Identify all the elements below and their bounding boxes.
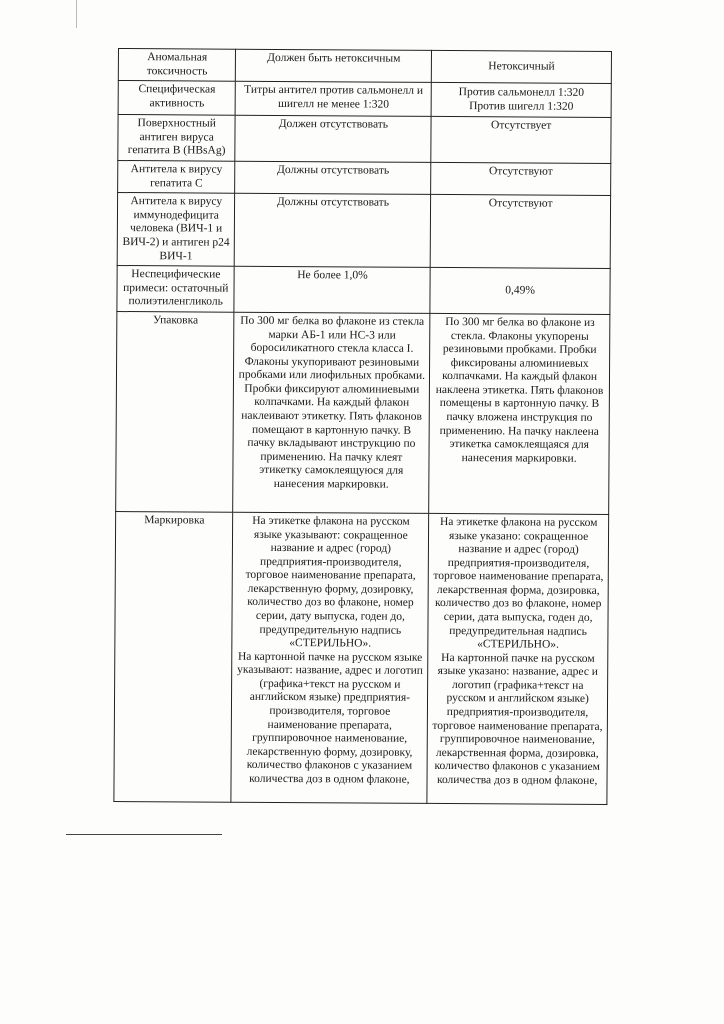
requirement-text: Не более 1,0%: [234, 266, 430, 313]
indicator-name: Аномальная токсичность: [118, 49, 236, 82]
result-line: Против шигелл 1:320: [469, 99, 574, 113]
indicator-name: Упаковка: [116, 312, 235, 513]
indicator-name: Маркировка: [114, 512, 233, 803]
result-text: Нетоксичный: [432, 50, 612, 83]
result-paragraph: На этикетке флакона на русском языке указано: сокращенное название и адрес (город) предприятия-производителя, торговое наименование препарата, лекарственная форма, дозировка, количество доз во флаконе, номер серии, дата выпуска, годен до, предупредительная надпись «СТЕРИЛЬНО».: [433, 516, 604, 651]
requirement-text: [231, 512, 429, 803]
requirement-paragraph: На картонной пачке на русском языке указывают: название, адрес и логотип (графика+текст на русском и английском языке) предприятия-производителя, торговое наименование препарата, группировочное наименование, лекарственную форму, дозировку, количество флаконов с указанием количества доз в одном флаконе,: [237, 650, 423, 786]
result-text: По 300 мг белка во флаконе из стекла. Флаконы укупорены резиновыми пробками. Пробки фиксированы алюминиевых колпачками. На каждый флакон наклеена этикетка. Пять флаконов помещены в картонную пачку. В пачку вложена инструкция по применению. На пачку наклеена этикетка самоклеящаяся для нанесения маркировки.: [429, 313, 610, 514]
result-text: [427, 513, 609, 804]
indicator-name: Специфическая активность: [118, 81, 236, 116]
table-row: [117, 193, 610, 269]
result-text: 0,49%: [430, 267, 610, 314]
result-paragraph: На картонной пачке на русском языке указано: название, адрес и логотип (графика+текст на русском и английском языке) предприятия-производителя, торговое наименование препарата, группировочное наименование, лекарственная форма, дозировка, количество флаконов с указанием количества доз в одном флаконе,: [432, 651, 603, 787]
requirement-text: Должен быть нетоксичным: [236, 49, 432, 82]
indicator-name: Антитела к вирусу иммунодефицита человека (ВИЧ-1 и ВИЧ-2) и антиген р24 ВИЧ-1: [117, 193, 235, 267]
table-row: [114, 512, 609, 805]
table-row: [118, 49, 611, 84]
requirement-text: По 300 мг белка во флаконе из стекла марки АБ-1 или НС-3 или боросиликатного стекла класса I. Флаконы укупоривают резиновыми пробками или лиофильных пробками. Пробки фиксируют алюминиевыми колпачками. На каждый флакон наклеивают этикетку. Пять флаконов помещают в картонную пачку. В пачку вкладывают инструкцию по применению. На пачку клеят этикетку самоклеящуюся для нанесения маркировки.: [233, 312, 430, 513]
requirement-text: Должны отсутствовать: [235, 193, 431, 267]
requirement-text: Титры антител против сальмонелл и шигелл не менее 1:320: [236, 81, 432, 116]
requirement-text: Должен отсутствовать: [235, 115, 431, 162]
indicator-name: Поверхностный антиген вируса гепатита В (HBsAg): [118, 115, 236, 162]
footnote-separator: [66, 834, 222, 835]
table-row: [116, 312, 610, 515]
table-row: [118, 161, 611, 196]
requirement-paragraph: На этикетке флакона на русском языке указывают: сокращенное название и адрес (город) предприятия-производителя, торговое наименование препарата, лекарственную форму, дозировку, количество доз во флаконе, номер серии, дату выпуска, годен до, предупредительную надпись «СТЕРИЛЬНО».: [245, 514, 416, 650]
table-row: [117, 266, 610, 315]
specification-table: [113, 48, 612, 805]
requirement-text: Должны отсутствовать: [235, 161, 431, 194]
result-text: [431, 83, 611, 118]
table-row: [118, 115, 611, 164]
table-row: [118, 81, 611, 118]
indicator-name: Антитела к вирусу гепатита С: [118, 161, 236, 194]
result-text: Отсутствуют: [430, 195, 610, 269]
result-text: Отсутствует: [431, 117, 611, 164]
result-text: Отсутствуют: [431, 163, 611, 196]
result-line: Против сальмонелл 1:320: [458, 86, 585, 99]
indicator-name: Неспецифические примеси: остаточный полиэтиленгликоль: [117, 266, 235, 313]
scan-edge-mark: [76, 0, 77, 28]
